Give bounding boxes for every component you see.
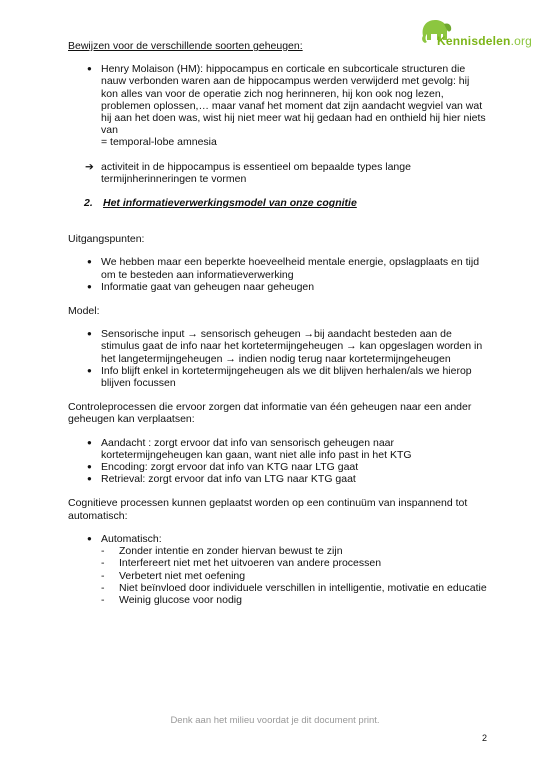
start-label: Uitgangspunten:: [68, 233, 145, 246]
page-number: 2: [482, 733, 488, 743]
document-body: [68, 40, 488, 606]
arrow-note: [68, 161, 488, 185]
model-list: [68, 328, 488, 389]
list-item: ● Info blijft enkel in kortetermijngeheugen als we dit blijven herhalen/als we hierop blijven focussen: [68, 365, 488, 389]
model-label: Model:: [68, 305, 100, 318]
logo-word-kennis: Kennis: [437, 34, 479, 48]
list-item: - Interfereert niet met het uitvoeren van andere processen: [101, 557, 488, 569]
hm-amnesia: = temporal-lobe amnesia: [101, 136, 217, 149]
list-item: ● We hebben maar een beperkte hoeveelheid mentale energie, opslagplaats en tijd om te besteden aan informatieverwerking: [68, 256, 488, 280]
arrow-text: activiteit in de hippocampus is essentieel om bepaalde types lange termijnherinneringen te vormen: [101, 160, 411, 185]
list-item: - Weinig glucose voor nodig: [101, 594, 488, 606]
list-item: [68, 63, 488, 148]
logo-word-delen: delen: [478, 34, 511, 48]
section-number: 2.: [84, 197, 93, 210]
auto-list: [68, 533, 488, 606]
list-item: ● Aandacht : zorgt ervoor dat info van sensorisch geheugen naar kortetermijngeheugen kan gaan, want niet alle info past in het KTG: [68, 437, 488, 461]
list-item: ● Encoding: zorgt ervoor dat info van KTG naar LTG gaat: [68, 461, 488, 473]
control-list: [68, 437, 488, 486]
footer-note: Denk aan het milieu voordat je dit document print.: [170, 715, 380, 726]
section-heading: [68, 197, 488, 209]
start-list: [68, 256, 488, 293]
cognitive-text: Cognitieve processen kunnen geplaatst worden op een continuüm van inspannend tot automatisch:: [68, 497, 468, 522]
auto-sublist: [101, 545, 488, 606]
list-item: - Zonder intentie en zonder hiervan bewust te zijn: [101, 545, 488, 557]
logo-word-org: .org: [510, 34, 533, 48]
hm-list: [68, 63, 488, 148]
memory-evidence-title: Bewijzen voor de verschillende soorten geheugen:: [68, 40, 303, 52]
list-item: - Verbetert niet met oefening: [101, 570, 488, 582]
control-text: Controleprocessen die ervoor zorgen dat informatie van één geheugen naar een ander geheugen kan verplaatsen:: [68, 401, 472, 426]
list-item: ● Sensorische input → sensorisch geheugen →bij aandacht besteden aan de stimulus gaat de info naar het kortetermijngeheugen → kan opgeslagen worden in het langetermijngeheugen → indien nodig terug naar kortetermijngeheugen: [68, 328, 488, 365]
hm-text: Henry Molaison (HM): hippocampus en corticale en subcorticale structuren die nauw verbonden waren aan de hippocampus werden verwijderd met gevolg: hij kon alles van voor de operatie zich nog herinneren, hij kon ook nog lezen, problemen oplossen,… maar vanaf het moment dat zijn aandacht wegviel van wat hij aan het doen was, wist hij niet meer wat hij gedaan had en onthield hij hier niets van: [101, 63, 486, 137]
section-title: Het informatieverwerkingsmodel van onze cognitie: [103, 197, 357, 210]
arrow-right-icon: ➔: [85, 160, 94, 173]
auto-label: Automatisch:: [101, 532, 162, 545]
list-item: ● Retrieval: zorgt ervoor dat info van LTG naar KTG gaat: [68, 473, 488, 485]
list-item: [68, 533, 488, 606]
list-item: ● Informatie gaat van geheugen naar geheugen: [68, 281, 488, 293]
list-item: - Niet beïnvloed door individuele verschillen in intelligentie, motivatie en educatie: [101, 582, 488, 594]
